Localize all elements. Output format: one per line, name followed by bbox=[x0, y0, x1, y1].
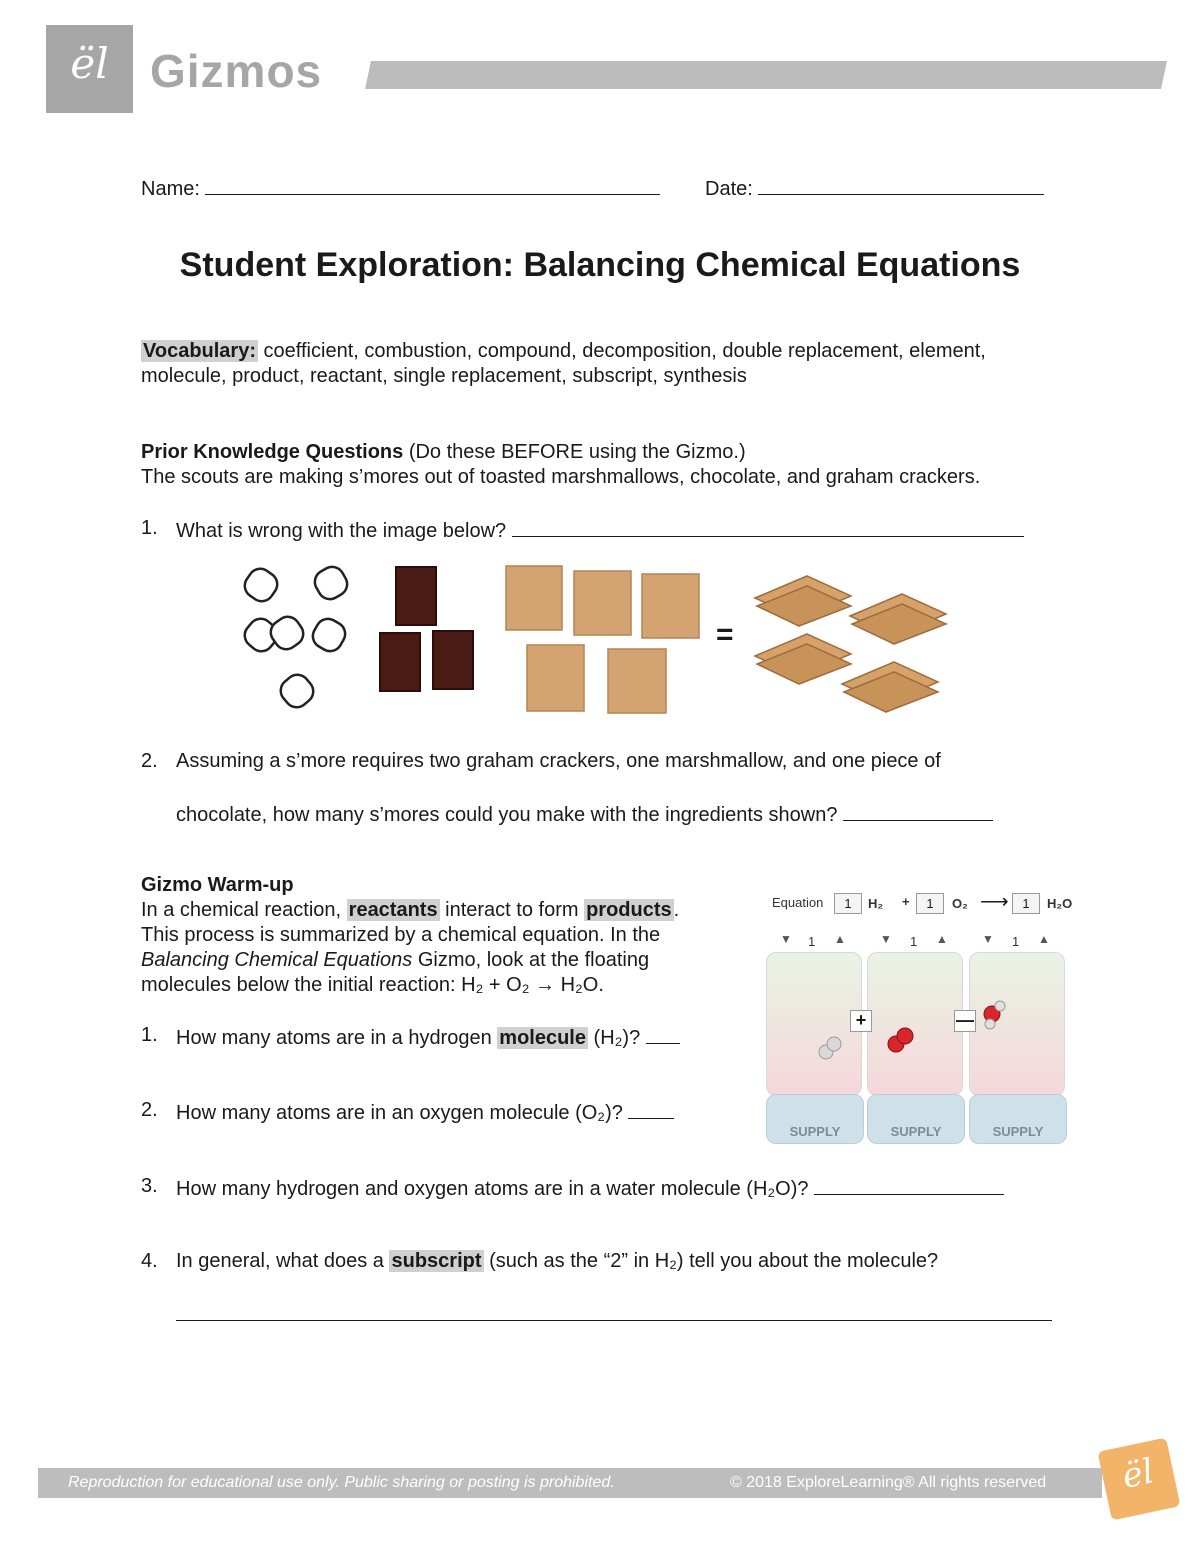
prior-q2-text: chocolate, how many s’mores could you make with the ingredients shown? bbox=[176, 804, 838, 826]
warmup-q2-text: How many atoms are in an oxygen molecule (O₂)? bbox=[176, 1102, 623, 1124]
warmup-q1-text: (H₂)? bbox=[587, 1027, 641, 1049]
warmup-q4 bbox=[176, 1249, 938, 1274]
name-blank[interactable] bbox=[205, 174, 660, 195]
warmup-q1-text: How many atoms are in a hydrogen bbox=[176, 1027, 498, 1049]
header-bar bbox=[365, 61, 1167, 89]
decrease-arrow-icon[interactable]: ▼ bbox=[880, 932, 892, 946]
warmup-q4-text: In general, what does a bbox=[176, 1250, 390, 1272]
warmup-paragraph-line-4: molecules below the initial reaction: H₂ + O₂ → H₂O. bbox=[141, 974, 604, 996]
counter-o2: 1 bbox=[910, 934, 918, 949]
yield-operator: — bbox=[956, 1010, 974, 1030]
coefficient-h2[interactable]: 1 bbox=[834, 893, 862, 914]
warmup-q2-number: 2. bbox=[141, 1099, 158, 1121]
warmup-paragraph-line-2: This process is summarized by a chemical equation. In the bbox=[141, 924, 661, 946]
warmup-q1-number: 1. bbox=[141, 1024, 158, 1046]
date-field[interactable] bbox=[705, 174, 1044, 202]
coefficient-o2[interactable]: 1 bbox=[916, 893, 944, 914]
increase-arrow-icon[interactable]: ▲ bbox=[936, 932, 948, 946]
warmup-q3-number: 3. bbox=[141, 1175, 158, 1197]
graham-cracker-icons bbox=[506, 566, 699, 713]
name-field[interactable] bbox=[141, 174, 660, 202]
species-h2o: H₂O bbox=[1047, 896, 1073, 911]
vocabulary-line-1 bbox=[141, 339, 986, 364]
warmup-paragraph-line-3 bbox=[141, 948, 649, 973]
warmup-paragraph-line-1 bbox=[141, 898, 679, 923]
prior-note: (Do these BEFORE using the Gizmo.) bbox=[403, 441, 746, 463]
warmup-text: interact to form bbox=[439, 899, 585, 921]
warmup-q4-answer-blank[interactable] bbox=[176, 1320, 1052, 1321]
prior-q1-text: What is wrong with the image below? bbox=[176, 520, 507, 542]
prior-heading-text: Prior Knowledge Questions bbox=[141, 441, 404, 463]
warmup-text: In a chemical reaction, bbox=[141, 899, 347, 921]
counter-h2: 1 bbox=[808, 934, 816, 949]
prior-q2-answer-blank[interactable] bbox=[843, 800, 993, 821]
term-molecule: molecule bbox=[499, 1027, 586, 1049]
vocabulary-line-2: molecule, product, reactant, single replacement, subscript, synthesis bbox=[141, 365, 747, 387]
marshmallow-icons bbox=[240, 563, 352, 713]
prior-intro: The scouts are making s’mores out of toasted marshmallows, chocolate, and graham crackers. bbox=[141, 466, 981, 488]
warmup-heading: Gizmo Warm-up bbox=[141, 874, 294, 896]
decrease-arrow-icon[interactable]: ▼ bbox=[982, 932, 994, 946]
date-blank[interactable] bbox=[758, 174, 1044, 195]
counter-h2o: 1 bbox=[1012, 934, 1020, 949]
footer-notice: Reproduction for educational use only. Public sharing or posting is prohibited. bbox=[68, 1474, 615, 1491]
date-label: Date: bbox=[705, 178, 753, 200]
equation-label: Equation bbox=[772, 895, 824, 910]
prior-q2-number: 2. bbox=[141, 750, 158, 772]
warmup-q3-answer-blank[interactable] bbox=[814, 1174, 1004, 1195]
gizmo-panel bbox=[764, 888, 1073, 1148]
supply-button-h2[interactable]: SUPPLY bbox=[766, 1094, 864, 1144]
warmup-q2-answer-blank[interactable] bbox=[628, 1098, 674, 1119]
supply-button-h2o[interactable]: SUPPLY bbox=[969, 1094, 1067, 1144]
equals-sign: = bbox=[716, 618, 734, 651]
gizmo-title-italic: Balancing Chemical Equations bbox=[141, 949, 413, 971]
increase-arrow-icon[interactable]: ▲ bbox=[1038, 932, 1050, 946]
footer-copyright: © 2018 ExploreLearning® All rights reserved bbox=[730, 1474, 1047, 1491]
species-h2: H₂ bbox=[868, 896, 884, 911]
prior-q1-answer-blank[interactable] bbox=[512, 516, 1024, 537]
decrease-arrow-icon[interactable]: ▼ bbox=[780, 932, 792, 946]
warmup-q3 bbox=[176, 1174, 1004, 1202]
prior-q1 bbox=[176, 516, 1024, 544]
smores-illustration bbox=[230, 558, 970, 728]
warmup-q1 bbox=[176, 1023, 680, 1051]
warmup-text: Gizmo, look at the floating bbox=[412, 949, 650, 971]
prior-q2-line-1: Assuming a s’more requires two graham crackers, one marshmallow, and one piece of bbox=[176, 750, 941, 772]
warmup-q2 bbox=[176, 1098, 674, 1126]
vocabulary-terms-1: coefficient, combustion, compound, decomposition, double replacement, element, bbox=[258, 340, 986, 362]
increase-arrow-icon[interactable]: ▲ bbox=[834, 932, 846, 946]
coefficient-h2o[interactable]: 1 bbox=[1012, 893, 1040, 914]
term-reactants: reactants bbox=[348, 899, 438, 921]
vocabulary-label: Vocabulary: bbox=[143, 340, 256, 362]
warmup-q3-text: How many hydrogen and oxygen atoms are in a water molecule (H₂O)? bbox=[176, 1178, 809, 1200]
chocolate-icons bbox=[380, 567, 473, 691]
prior-knowledge-heading bbox=[141, 440, 746, 465]
page-title: Student Exploration: Balancing Chemical Equations bbox=[179, 246, 1021, 284]
term-subscript: subscript bbox=[391, 1250, 482, 1272]
equation-plus: + bbox=[902, 894, 910, 909]
warmup-q1-answer-blank[interactable] bbox=[646, 1023, 680, 1044]
prior-q1-number: 1. bbox=[141, 517, 158, 539]
warmup-q4-number: 4. bbox=[141, 1250, 158, 1272]
brand-name: Gizmos bbox=[150, 45, 323, 97]
plus-operator: + bbox=[850, 1010, 872, 1032]
oxygen-molecule-icon bbox=[888, 1028, 913, 1052]
supply-button-o2[interactable]: SUPPLY bbox=[867, 1094, 965, 1144]
term-products: products bbox=[586, 899, 672, 921]
species-o2: O₂ bbox=[952, 896, 968, 911]
warmup-q4-text: (such as the “2” in H₂) tell you about the molecule? bbox=[483, 1250, 939, 1272]
gizmos-logo: ël bbox=[46, 25, 133, 113]
explorelearning-logo: ël bbox=[1097, 1437, 1180, 1520]
smore-icons bbox=[755, 576, 946, 712]
warmup-text: . bbox=[673, 899, 680, 921]
water-molecule-icon bbox=[984, 1001, 1005, 1029]
name-label: Name: bbox=[141, 178, 200, 200]
hydrogen-molecule-icon bbox=[819, 1037, 841, 1059]
yield-arrow-icon: ⟶ bbox=[980, 891, 1009, 913]
prior-q2-line-2 bbox=[176, 800, 993, 828]
